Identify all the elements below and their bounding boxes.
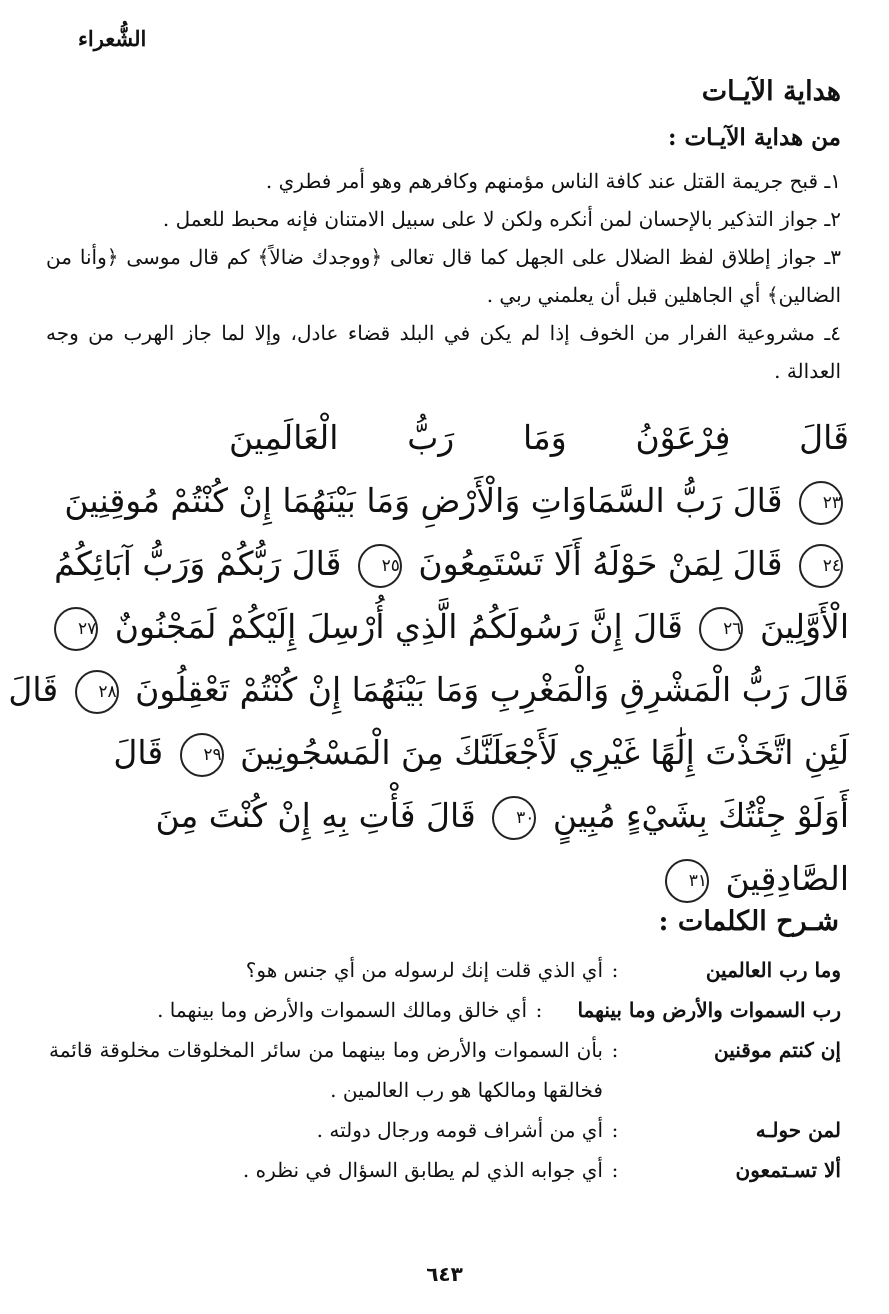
- glossary-row: [49, 990, 841, 1030]
- glossary-definition: أي خالق ومالك السموات والأرض وما بينهما .: [157, 998, 527, 1022]
- hidaya-list: [46, 162, 841, 390]
- section-subtitle: من هداية الآيـات :: [668, 124, 841, 151]
- verse-line: [113, 721, 849, 784]
- verse-line: [229, 847, 849, 910]
- glossary-row: [49, 1150, 841, 1190]
- glossary-row: [49, 1030, 841, 1110]
- verse-number-marker: ٢٧: [54, 607, 98, 651]
- glossary-list: [49, 950, 841, 1190]
- verse-text: قَالَ رَبُّ الْمَشْرِقِ وَالْمَغْرِبِ وَمَا بَيْنَهُمَا إِنْ كُنْتُمْ تَعْقِلُونَ: [135, 670, 849, 709]
- hidaya-item: ٣ـ جواز إطلاق لفظ الضلال على الجهل كما قال تعالى ﴿ووجدك ضالاً﴾ كم قال موسى ﴿وأنا من الضالين﴾ أي الجاهلين قبل أن يعلمني ربي .: [46, 245, 841, 307]
- verse-line: [77, 595, 849, 658]
- verse-number-marker: ٢٩: [180, 733, 224, 777]
- glossary-term: لمن حولـه: [755, 1118, 841, 1142]
- glossary-term: رب السموات والأرض وما بينهما: [577, 998, 841, 1022]
- verse-text: الْأَوَّلِينَ: [759, 607, 849, 646]
- verse-text: الصَّادِقِينَ: [725, 859, 849, 898]
- quran-verses: [8, 406, 849, 910]
- verse-number-marker: ٣٠: [492, 796, 536, 840]
- glossary-definition: بأن السموات والأرض وما بينهما من سائر المخلوقات مخلوقة قائمة فخالقها ومالكها هو رب العالمين .: [49, 1038, 603, 1102]
- glossary-colon: :: [611, 1158, 619, 1182]
- verse-line: [54, 532, 849, 595]
- glossary-title: شـرح الكلمات :: [658, 906, 839, 937]
- verse-number-marker: ٢٦: [699, 607, 743, 651]
- hidaya-item: ٢ـ جواز التذكير بالإحسان لمن أنكره ولكن لا على سبيل الامتنان فإنه محبط للعمل .: [162, 207, 841, 231]
- glossary-definition: أي الذي قلت إنك لرسوله من أي جنس هو؟: [245, 958, 603, 982]
- verse-number-marker: ٢٣: [799, 481, 843, 525]
- glossary-definition: أي جوابه الذي لم يطابق السؤال في نظره .: [242, 1158, 603, 1182]
- verse-text: قَالَ: [113, 733, 164, 772]
- hidaya-item: ٤ـ مشروعية الفرار من الخوف إذا لم يكن في البلد قضاء عادل، وإلا لما جاز الهرب من وجه العدالة .: [46, 321, 841, 383]
- glossary-colon: :: [611, 1118, 619, 1142]
- verse-text: قَالَ فِرْعَوْنُ وَمَا رَبُّ الْعَالَمِينَ: [229, 418, 849, 457]
- glossary-row: [49, 950, 841, 990]
- verse-line: [229, 406, 849, 469]
- glossary-colon: :: [611, 958, 619, 982]
- verse-number-marker: ٢٥: [358, 544, 402, 588]
- verse-line: [8, 658, 849, 721]
- verse-text: قَالَ فَأْتِ بِهِ إِنْ كُنْتَ مِنَ: [155, 796, 476, 835]
- verse-line: [64, 469, 849, 532]
- glossary-term: وما رب العالمين: [705, 958, 841, 982]
- glossary-definition: أي من أشراف قومه ورجال دولته .: [316, 1118, 603, 1142]
- section-title: هداية الآيـات: [701, 76, 841, 107]
- verse-text: أَوَلَوْ جِئْتُكَ بِشَيْءٍ مُبِينٍ: [552, 796, 849, 835]
- verse-text: قَالَ رَبُّ السَّمَاوَاتِ وَالْأَرْضِ وَمَا بَيْنَهُمَا إِنْ كُنْتُمْ مُوقِنِينَ: [64, 481, 783, 520]
- verse-text: قَالَ إِنَّ رَسُولَكُمُ الَّذِي أُرْسِلَ إِلَيْكُمْ لَمَجْنُونٌ: [114, 607, 683, 646]
- verse-text: قَالَ رَبُّكُمْ وَرَبُّ آبَائِكُمُ: [54, 544, 342, 583]
- running-head: الشُّعراء: [78, 26, 147, 51]
- verse-number-marker: ٢٨: [75, 670, 119, 714]
- page-number: ٦٤٣: [426, 1262, 463, 1286]
- hidaya-item: ١ـ قبح جريمة القتل عند كافة الناس مؤمنهم وكافرهم وهو أمر فطري .: [265, 169, 841, 193]
- glossary-colon: :: [535, 998, 543, 1022]
- glossary-term: إن كنتم موقنين: [714, 1038, 841, 1062]
- verse-number-marker: ٢٤: [799, 544, 843, 588]
- verse-text: قَالَ: [8, 670, 59, 709]
- verse-line: [155, 784, 849, 847]
- verse-text: قَالَ لِمَنْ حَوْلَهُ أَلَا تَسْتَمِعُونَ: [418, 544, 783, 583]
- glossary-row: [49, 1110, 841, 1150]
- verse-number-marker: ٣١: [665, 859, 709, 903]
- glossary-colon: :: [611, 1038, 619, 1062]
- verse-text: لَئِنِ اتَّخَذْتَ إِلَٰهًا غَيْرِي لَأَجْعَلَنَّكَ مِنَ الْمَسْجُونِينَ: [240, 733, 849, 772]
- glossary-term: ألا تسـتمعون: [735, 1158, 841, 1182]
